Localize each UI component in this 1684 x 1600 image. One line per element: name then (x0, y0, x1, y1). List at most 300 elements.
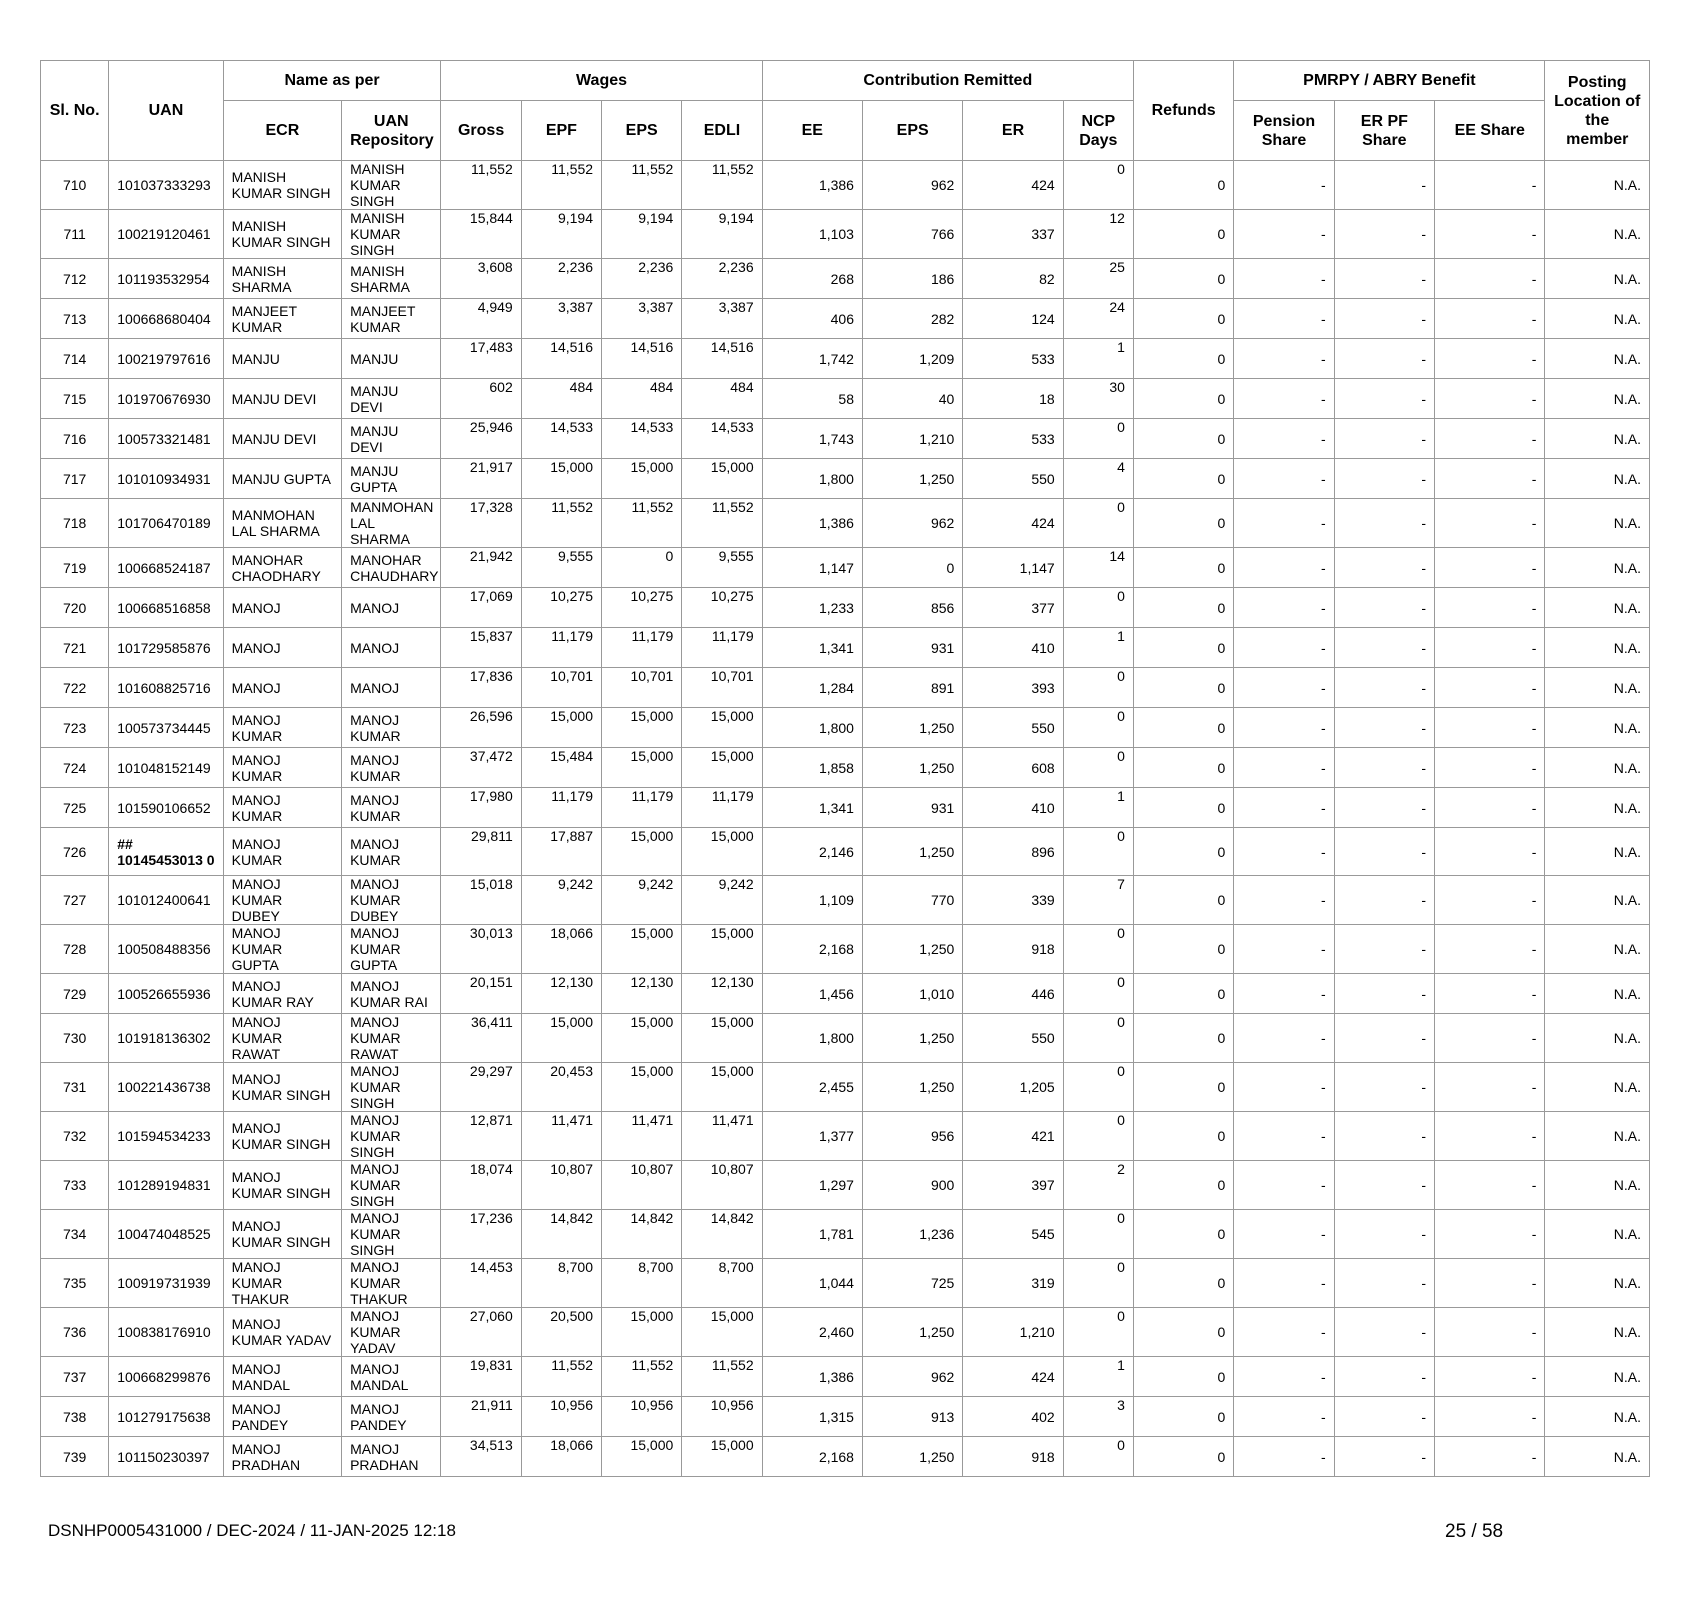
cell-refunds: 0 (1133, 379, 1233, 419)
cell-gross: 29,811 (441, 828, 521, 876)
col-er-pf-share: ER PF Share (1334, 101, 1434, 161)
table-row (41, 668, 1650, 708)
cell-contrib-eps: 186 (862, 259, 962, 299)
cell-edli: 8,700 (682, 1259, 762, 1308)
cell-sl-no: 736 (41, 1308, 109, 1357)
cell-ee-share: - (1435, 788, 1545, 828)
table-row (41, 876, 1650, 925)
cell-uan-repo-name: MANOJ PRADHAN (342, 1437, 441, 1477)
cell-contrib-eps: 962 (862, 161, 962, 210)
cell-ncp-days: 0 (1063, 828, 1133, 876)
cell-edli: 15,000 (682, 459, 762, 499)
cell-edli: 9,555 (682, 548, 762, 588)
table-row (41, 499, 1650, 548)
cell-ncp-days: 0 (1063, 1437, 1133, 1477)
cell-sl-no: 731 (41, 1063, 109, 1112)
cell-uan: 100668524187 (109, 548, 223, 588)
cell-ncp-days: 7 (1063, 876, 1133, 925)
cell-uan: 100508488356 (109, 925, 223, 974)
cell-edli: 11,179 (682, 788, 762, 828)
cell-edli: 10,701 (682, 668, 762, 708)
cell-sl-no: 713 (41, 299, 109, 339)
cell-refunds: 0 (1133, 548, 1233, 588)
cell-epf: 20,453 (521, 1063, 601, 1112)
cell-gross: 29,297 (441, 1063, 521, 1112)
cell-epf: 12,130 (521, 974, 601, 1014)
cell-contrib-eps: 1,250 (862, 1014, 962, 1063)
cell-uan: 101279175638 (109, 1397, 223, 1437)
cell-posting-location: N.A. (1545, 708, 1650, 748)
cell-pension-share: - (1234, 668, 1334, 708)
cell-refunds: 0 (1133, 1014, 1233, 1063)
table-header (41, 61, 1650, 161)
cell-ee: 1,233 (762, 588, 862, 628)
cell-er-pf-share: - (1334, 161, 1434, 210)
cell-ee-share: - (1435, 1357, 1545, 1397)
cell-pension-share: - (1234, 499, 1334, 548)
cell-epf: 20,500 (521, 1308, 601, 1357)
cell-er: 545 (963, 1210, 1063, 1259)
cell-epf: 14,516 (521, 339, 601, 379)
cell-uan-repo-name: MANOJ KUMAR SINGH (342, 1063, 441, 1112)
cell-pension-share: - (1234, 876, 1334, 925)
cell-uan: 100668680404 (109, 299, 223, 339)
cell-eps: 9,242 (602, 876, 682, 925)
cell-ee-share: - (1435, 708, 1545, 748)
cell-ee: 2,168 (762, 1437, 862, 1477)
cell-contrib-eps: 1,250 (862, 1063, 962, 1112)
cell-ee-share: - (1435, 210, 1545, 259)
cell-uan: 100526655936 (109, 974, 223, 1014)
cell-er: 1,147 (963, 548, 1063, 588)
cell-ee-share: - (1435, 339, 1545, 379)
table-row (41, 748, 1650, 788)
cell-sl-no: 734 (41, 1210, 109, 1259)
cell-er: 918 (963, 925, 1063, 974)
cell-uan: 101037333293 (109, 161, 223, 210)
cell-refunds: 0 (1133, 876, 1233, 925)
cell-posting-location: N.A. (1545, 1161, 1650, 1210)
cell-er-pf-share: - (1334, 876, 1434, 925)
cell-epf: 8,700 (521, 1259, 601, 1308)
cell-er: 424 (963, 1357, 1063, 1397)
cell-ncp-days: 0 (1063, 1210, 1133, 1259)
cell-er: 339 (963, 876, 1063, 925)
cell-refunds: 0 (1133, 668, 1233, 708)
cell-pension-share: - (1234, 588, 1334, 628)
cell-er-pf-share: - (1334, 748, 1434, 788)
cell-er: 377 (963, 588, 1063, 628)
table-row (41, 1357, 1650, 1397)
cell-uan-repo-name: MANOJ KUMAR RAI (342, 974, 441, 1014)
cell-ncp-days: 2 (1063, 1161, 1133, 1210)
cell-uan-repo-name: MANOJ KUMAR RAWAT (342, 1014, 441, 1063)
cell-eps: 14,842 (602, 1210, 682, 1259)
cell-uan: 101918136302 (109, 1014, 223, 1063)
cell-epf: 9,194 (521, 210, 601, 259)
cell-pension-share: - (1234, 828, 1334, 876)
cell-edli: 15,000 (682, 1014, 762, 1063)
cell-uan: ## 10145453013 0 (109, 828, 223, 876)
cell-eps: 15,000 (602, 925, 682, 974)
cell-ecr-name: MANOJ KUMAR SINGH (223, 1112, 341, 1161)
cell-epf: 10,275 (521, 588, 601, 628)
cell-ecr-name: MANOJ PRADHAN (223, 1437, 341, 1477)
cell-pension-share: - (1234, 1063, 1334, 1112)
table-row (41, 259, 1650, 299)
cell-er: 533 (963, 419, 1063, 459)
cell-sl-no: 727 (41, 876, 109, 925)
cell-er-pf-share: - (1334, 1210, 1434, 1259)
col-refunds: Refunds (1133, 61, 1233, 161)
cell-gross: 20,151 (441, 974, 521, 1014)
cell-uan: 100668299876 (109, 1357, 223, 1397)
cell-ee: 1,297 (762, 1161, 862, 1210)
cell-edli: 11,552 (682, 161, 762, 210)
cell-ee: 1,341 (762, 788, 862, 828)
table-row (41, 1437, 1650, 1477)
cell-uan: 100573734445 (109, 708, 223, 748)
cell-ee-share: - (1435, 628, 1545, 668)
cell-eps: 15,000 (602, 1437, 682, 1477)
cell-pension-share: - (1234, 974, 1334, 1014)
cell-gross: 15,837 (441, 628, 521, 668)
cell-ecr-name: MANOJ (223, 628, 341, 668)
cell-refunds: 0 (1133, 788, 1233, 828)
cell-er-pf-share: - (1334, 419, 1434, 459)
table-body (41, 161, 1650, 1477)
cell-er: 421 (963, 1112, 1063, 1161)
cell-refunds: 0 (1133, 161, 1233, 210)
cell-edli: 15,000 (682, 925, 762, 974)
cell-ee: 1,456 (762, 974, 862, 1014)
cell-ncp-days: 12 (1063, 210, 1133, 259)
cell-contrib-eps: 1,010 (862, 974, 962, 1014)
cell-refunds: 0 (1133, 628, 1233, 668)
cell-refunds: 0 (1133, 828, 1233, 876)
cell-epf: 14,533 (521, 419, 601, 459)
table-row (41, 974, 1650, 1014)
cell-posting-location: N.A. (1545, 548, 1650, 588)
cell-ncp-days: 1 (1063, 788, 1133, 828)
cell-pension-share: - (1234, 459, 1334, 499)
cell-refunds: 0 (1133, 1437, 1233, 1477)
cell-posting-location: N.A. (1545, 379, 1650, 419)
cell-ecr-name: MANOJ KUMAR GUPTA (223, 925, 341, 974)
cell-uan-repo-name: MANOJ PANDEY (342, 1397, 441, 1437)
cell-contrib-eps: 1,209 (862, 339, 962, 379)
table-row (41, 548, 1650, 588)
cell-epf: 11,179 (521, 628, 601, 668)
cell-er-pf-share: - (1334, 588, 1434, 628)
cell-ncp-days: 3 (1063, 1397, 1133, 1437)
cell-er: 918 (963, 1437, 1063, 1477)
cell-uan-repo-name: MANJU (342, 339, 441, 379)
cell-ecr-name: MANJEET KUMAR (223, 299, 341, 339)
cell-edli: 14,533 (682, 419, 762, 459)
cell-ncp-days: 24 (1063, 299, 1133, 339)
cell-ee: 406 (762, 299, 862, 339)
cell-eps: 10,275 (602, 588, 682, 628)
cell-uan: 101012400641 (109, 876, 223, 925)
cell-eps: 11,471 (602, 1112, 682, 1161)
col-ee: EE (762, 101, 862, 161)
cell-ecr-name: MANOJ (223, 668, 341, 708)
cell-gross: 12,871 (441, 1112, 521, 1161)
cell-ee-share: - (1435, 1259, 1545, 1308)
cell-ncp-days: 1 (1063, 1357, 1133, 1397)
table-row (41, 299, 1650, 339)
cell-ee-share: - (1435, 748, 1545, 788)
cell-gross: 17,836 (441, 668, 521, 708)
group-wages: Wages (441, 61, 762, 101)
table-row (41, 419, 1650, 459)
cell-posting-location: N.A. (1545, 419, 1650, 459)
cell-refunds: 0 (1133, 1210, 1233, 1259)
cell-gross: 36,411 (441, 1014, 521, 1063)
cell-uan-repo-name: MANOJ KUMAR SINGH (342, 1161, 441, 1210)
cell-sl-no: 732 (41, 1112, 109, 1161)
cell-epf: 9,242 (521, 876, 601, 925)
cell-er-pf-share: - (1334, 628, 1434, 668)
col-er: ER (963, 101, 1063, 161)
cell-er-pf-share: - (1334, 459, 1434, 499)
cell-ee: 1,800 (762, 1014, 862, 1063)
cell-ncp-days: 1 (1063, 628, 1133, 668)
cell-uan: 101150230397 (109, 1437, 223, 1477)
cell-posting-location: N.A. (1545, 459, 1650, 499)
cell-gross: 21,917 (441, 459, 521, 499)
cell-epf: 11,179 (521, 788, 601, 828)
cell-gross: 30,013 (441, 925, 521, 974)
cell-ee-share: - (1435, 259, 1545, 299)
cell-epf: 11,552 (521, 161, 601, 210)
cell-uan: 100219120461 (109, 210, 223, 259)
cell-edli: 11,552 (682, 499, 762, 548)
table-row (41, 588, 1650, 628)
cell-sl-no: 719 (41, 548, 109, 588)
cell-epf: 18,066 (521, 1437, 601, 1477)
cell-ncp-days: 0 (1063, 1063, 1133, 1112)
cell-pension-share: - (1234, 1357, 1334, 1397)
cell-er-pf-share: - (1334, 499, 1434, 548)
cell-posting-location: N.A. (1545, 499, 1650, 548)
cell-edli: 10,956 (682, 1397, 762, 1437)
cell-ecr-name: MANOJ KUMAR DUBEY (223, 876, 341, 925)
cell-contrib-eps: 913 (862, 1397, 962, 1437)
cell-ee-share: - (1435, 379, 1545, 419)
cell-er-pf-share: - (1334, 259, 1434, 299)
cell-eps: 11,179 (602, 788, 682, 828)
cell-ee: 1,103 (762, 210, 862, 259)
cell-posting-location: N.A. (1545, 876, 1650, 925)
table-row (41, 459, 1650, 499)
cell-epf: 15,484 (521, 748, 601, 788)
cell-er: 319 (963, 1259, 1063, 1308)
cell-pension-share: - (1234, 379, 1334, 419)
cell-epf: 10,956 (521, 1397, 601, 1437)
table-row (41, 708, 1650, 748)
cell-gross: 3,608 (441, 259, 521, 299)
cell-eps: 10,956 (602, 1397, 682, 1437)
cell-uan: 100573321481 (109, 419, 223, 459)
cell-ee: 268 (762, 259, 862, 299)
cell-ee-share: - (1435, 1112, 1545, 1161)
cell-posting-location: N.A. (1545, 1014, 1650, 1063)
cell-uan-repo-name: MANOJ (342, 628, 441, 668)
cell-ee-share: - (1435, 974, 1545, 1014)
cell-uan-repo-name: MANJU DEVI (342, 379, 441, 419)
cell-eps: 11,552 (602, 499, 682, 548)
cell-uan: 101010934931 (109, 459, 223, 499)
table-row (41, 628, 1650, 668)
cell-sl-no: 726 (41, 828, 109, 876)
col-ecr: ECR (223, 101, 341, 161)
cell-contrib-eps: 1,250 (862, 1308, 962, 1357)
table-row (41, 379, 1650, 419)
cell-eps: 15,000 (602, 459, 682, 499)
cell-er: 550 (963, 1014, 1063, 1063)
cell-sl-no: 730 (41, 1014, 109, 1063)
cell-ee: 1,781 (762, 1210, 862, 1259)
cell-er-pf-share: - (1334, 668, 1434, 708)
table-row (41, 1112, 1650, 1161)
cell-gross: 19,831 (441, 1357, 521, 1397)
cell-gross: 11,552 (441, 161, 521, 210)
cell-epf: 10,807 (521, 1161, 601, 1210)
cell-uan: 101970676930 (109, 379, 223, 419)
cell-pension-share: - (1234, 210, 1334, 259)
cell-eps: 14,533 (602, 419, 682, 459)
cell-uan-repo-name: MANOJ (342, 588, 441, 628)
cell-gross: 21,942 (441, 548, 521, 588)
cell-contrib-eps: 900 (862, 1161, 962, 1210)
cell-ecr-name: MANOJ MANDAL (223, 1357, 341, 1397)
cell-pension-share: - (1234, 925, 1334, 974)
cell-ncp-days: 0 (1063, 708, 1133, 748)
cell-er: 896 (963, 828, 1063, 876)
col-sl-no: Sl. No. (41, 61, 109, 161)
cell-ecr-name: MANOJ KUMAR RAWAT (223, 1014, 341, 1063)
cell-edli: 3,387 (682, 299, 762, 339)
cell-epf: 15,000 (521, 708, 601, 748)
cell-contrib-eps: 931 (862, 788, 962, 828)
cell-sl-no: 721 (41, 628, 109, 668)
cell-ncp-days: 1 (1063, 339, 1133, 379)
cell-uan-repo-name: MANOJ KUMAR SINGH (342, 1112, 441, 1161)
cell-er-pf-share: - (1334, 1014, 1434, 1063)
cell-uan-repo-name: MANOHAR CHAUDHARY (342, 548, 441, 588)
cell-refunds: 0 (1133, 748, 1233, 788)
cell-ee-share: - (1435, 499, 1545, 548)
cell-er: 410 (963, 628, 1063, 668)
cell-uan-repo-name: MANOJ KUMAR YADAV (342, 1308, 441, 1357)
cell-pension-share: - (1234, 548, 1334, 588)
cell-gross: 26,596 (441, 708, 521, 748)
cell-eps: 15,000 (602, 1063, 682, 1112)
cell-sl-no: 715 (41, 379, 109, 419)
cell-uan-repo-name: MANOJ KUMAR THAKUR (342, 1259, 441, 1308)
cell-edli: 15,000 (682, 748, 762, 788)
cell-er: 124 (963, 299, 1063, 339)
cell-ncp-days: 0 (1063, 925, 1133, 974)
cell-ecr-name: MANJU DEVI (223, 419, 341, 459)
cell-ee: 1,377 (762, 1112, 862, 1161)
contribution-table (40, 60, 1650, 1477)
cell-uan: 101729585876 (109, 628, 223, 668)
group-contribution-remitted: Contribution Remitted (762, 61, 1133, 101)
cell-ee: 58 (762, 379, 862, 419)
cell-contrib-eps: 770 (862, 876, 962, 925)
cell-eps: 2,236 (602, 259, 682, 299)
cell-pension-share: - (1234, 1210, 1334, 1259)
cell-ecr-name: MANISH SHARMA (223, 259, 341, 299)
cell-gross: 25,946 (441, 419, 521, 459)
cell-er: 393 (963, 668, 1063, 708)
cell-gross: 27,060 (441, 1308, 521, 1357)
table-row (41, 1210, 1650, 1259)
table-row (41, 1259, 1650, 1308)
cell-posting-location: N.A. (1545, 210, 1650, 259)
cell-eps: 10,701 (602, 668, 682, 708)
cell-edli: 15,000 (682, 1437, 762, 1477)
cell-pension-share: - (1234, 1161, 1334, 1210)
cell-refunds: 0 (1133, 588, 1233, 628)
cell-er: 402 (963, 1397, 1063, 1437)
cell-er: 1,205 (963, 1063, 1063, 1112)
cell-er: 410 (963, 788, 1063, 828)
cell-edli: 12,130 (682, 974, 762, 1014)
cell-ee-share: - (1435, 588, 1545, 628)
cell-ee: 1,743 (762, 419, 862, 459)
cell-ecr-name: MANOJ KUMAR (223, 828, 341, 876)
cell-ee: 1,386 (762, 499, 862, 548)
cell-pension-share: - (1234, 628, 1334, 668)
cell-pension-share: - (1234, 1308, 1334, 1357)
cell-edli: 11,471 (682, 1112, 762, 1161)
cell-ee-share: - (1435, 161, 1545, 210)
cell-refunds: 0 (1133, 499, 1233, 548)
table-row (41, 1308, 1650, 1357)
col-gross: Gross (441, 101, 521, 161)
col-ncp-days: NCP Days (1063, 101, 1133, 161)
cell-edli: 15,000 (682, 828, 762, 876)
cell-refunds: 0 (1133, 1357, 1233, 1397)
cell-eps: 0 (602, 548, 682, 588)
cell-contrib-eps: 1,236 (862, 1210, 962, 1259)
cell-ee: 2,460 (762, 1308, 862, 1357)
cell-ncp-days: 0 (1063, 1112, 1133, 1161)
cell-sl-no: 739 (41, 1437, 109, 1477)
cell-uan: 101608825716 (109, 668, 223, 708)
cell-pension-share: - (1234, 161, 1334, 210)
cell-uan: 100219797616 (109, 339, 223, 379)
cell-epf: 2,236 (521, 259, 601, 299)
cell-edli: 9,194 (682, 210, 762, 259)
cell-ee-share: - (1435, 1397, 1545, 1437)
cell-er: 446 (963, 974, 1063, 1014)
cell-sl-no: 725 (41, 788, 109, 828)
cell-er: 397 (963, 1161, 1063, 1210)
cell-sl-no: 720 (41, 588, 109, 628)
cell-ee-share: - (1435, 668, 1545, 708)
table-row (41, 1063, 1650, 1112)
cell-ee: 2,146 (762, 828, 862, 876)
cell-uan-repo-name: MANOJ (342, 668, 441, 708)
cell-ncp-days: 0 (1063, 1259, 1133, 1308)
cell-posting-location: N.A. (1545, 1357, 1650, 1397)
cell-ecr-name: MANISH KUMAR SINGH (223, 210, 341, 259)
